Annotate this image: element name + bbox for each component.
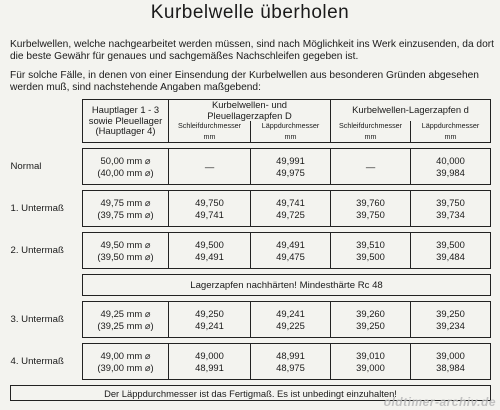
page-title: Kurbelwelle überholen bbox=[150, 2, 350, 23]
cell-main: 49,50 mm ⌀ (39,50 mm ⌀) bbox=[83, 233, 169, 269]
cell-s-lap: 39,250 39,234 bbox=[411, 302, 491, 338]
intro-paragraph-2: Für solche Fälle, in denen von einer Einsendung der Kurbelwellen aus besonderen Gründen abgesehen werden muß, sind nachstehende Angaben maßgebend: bbox=[10, 70, 479, 93]
cell-d-lap: 48,991 48,975 bbox=[251, 344, 331, 380]
row-label: 1. Untermaß bbox=[10, 203, 64, 214]
regrind-spec-table bbox=[10, 99, 491, 401]
cell-d-grind: — bbox=[169, 149, 251, 185]
cell-d-grind: 49,250 49,241 bbox=[169, 302, 251, 338]
cell-s-lap: 39,500 39,484 bbox=[411, 233, 491, 269]
cell-main: 49,25 mm ⌀ (39,25 mm ⌀) bbox=[83, 302, 169, 338]
cell-d-grind: 49,750 49,741 bbox=[169, 191, 251, 227]
cell-s-lap: 40,000 39,984 bbox=[411, 149, 491, 185]
table-row-normal bbox=[11, 149, 491, 185]
table-row-undersize-1 bbox=[11, 191, 491, 227]
hardening-note-row bbox=[11, 275, 491, 296]
header-grind-d-small: Schleifdurchmesser mm bbox=[331, 121, 411, 143]
header-group-d: Kurbelwellen- und Pleuellagerzapfen D bbox=[169, 100, 331, 122]
cell-main: 49,75 mm ⌀ (39,75 mm ⌀) bbox=[83, 191, 169, 227]
cell-d-grind: 49,500 49,491 bbox=[169, 233, 251, 269]
cell-d-lap: 49,241 49,225 bbox=[251, 302, 331, 338]
row-label: 2. Untermaß bbox=[10, 245, 64, 256]
table-row-undersize-2 bbox=[11, 233, 491, 269]
cell-s-grind: 39,760 39,750 bbox=[331, 191, 411, 227]
cell-d-lap: 49,491 49,475 bbox=[251, 233, 331, 269]
row-label: 3. Untermaß bbox=[10, 314, 64, 325]
cell-main: 50,00 mm ⌀ (40,00 mm ⌀) bbox=[83, 149, 169, 185]
header-lap-d: Läppdurchmesser mm bbox=[251, 121, 331, 143]
cell-s-grind: — bbox=[331, 149, 411, 185]
header-grind-d: Schleifdurchmesser mm bbox=[169, 121, 251, 143]
final-dimension-note: Der Läppdurchmesser ist das Fertigmaß. Es ist unbedingt einzuhalten! bbox=[11, 386, 491, 401]
cell-s-lap: 39,750 39,734 bbox=[411, 191, 491, 227]
watermark: oldtimer-archiv.de bbox=[383, 395, 496, 409]
cell-s-grind: 39,510 39,500 bbox=[331, 233, 411, 269]
cell-s-grind: 39,260 39,250 bbox=[331, 302, 411, 338]
table-row-undersize-4 bbox=[11, 344, 491, 380]
cell-d-grind: 49,000 48,991 bbox=[169, 344, 251, 380]
row-label: Normal bbox=[10, 161, 42, 172]
cell-main: 49,00 mm ⌀ (39,00 mm ⌀) bbox=[83, 344, 169, 380]
header-main-bearing: Hauptlager 1 - 3 sowie Pleuellager (Hauptlager 4) bbox=[83, 100, 169, 143]
table-row-undersize-3 bbox=[11, 302, 491, 338]
cell-s-grind: 39,010 39,000 bbox=[331, 344, 411, 380]
intro-paragraph-1: Kurbelwellen, welche nachgearbeitet werden müssen, sind nach Möglichkeit ins Werk einzusenden, da dort die beste Gewähr für genaues und sachgemäßes Nachschleifen gegeben ist. bbox=[10, 39, 494, 62]
table-header-row-1 bbox=[11, 100, 491, 122]
hardening-note: Lagerzapfen nachhärten! Mindesthärte Rc 48 bbox=[83, 275, 491, 296]
cell-d-lap: 49,741 49,725 bbox=[251, 191, 331, 227]
cell-d-lap: 49,991 49,975 bbox=[251, 149, 331, 185]
row-label: 4. Untermaß bbox=[10, 356, 64, 367]
header-lap-d-small: Läppdurchmesser mm bbox=[411, 121, 491, 143]
cell-s-lap: 39,000 38,984 bbox=[411, 344, 491, 380]
header-group-d-small: Kurbelwellen-Lagerzapfen d bbox=[331, 100, 491, 122]
